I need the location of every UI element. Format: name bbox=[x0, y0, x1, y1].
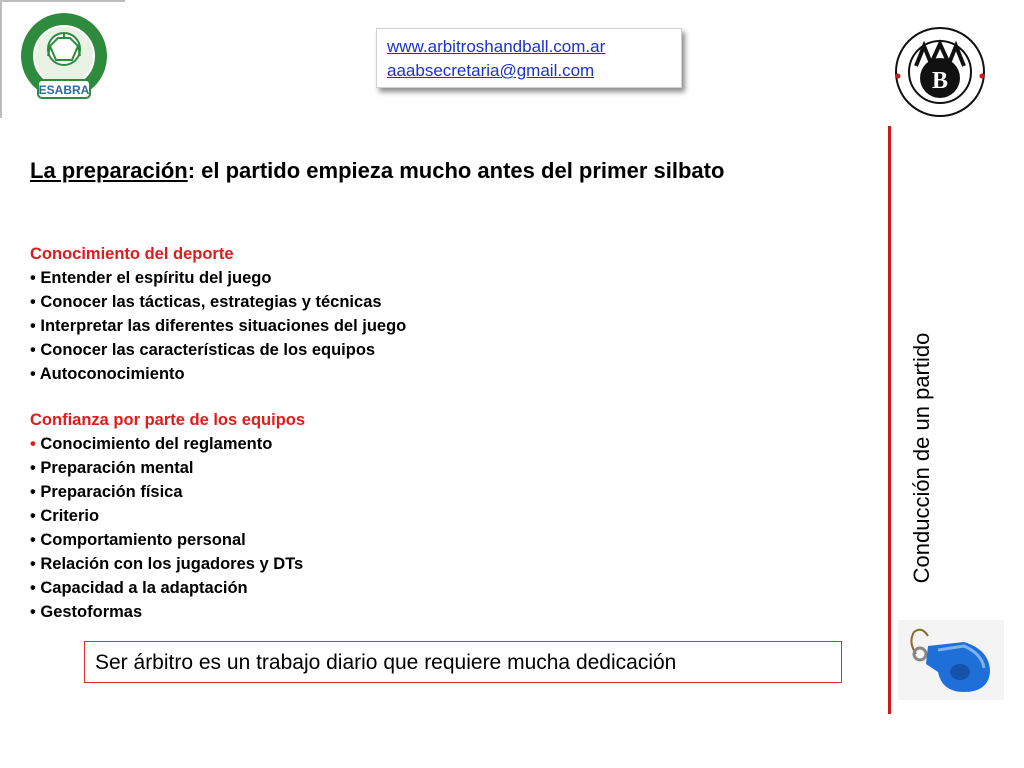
bullet: • bbox=[30, 459, 36, 477]
side-divider bbox=[888, 126, 891, 714]
list-item bbox=[30, 266, 590, 290]
bullet: • bbox=[30, 603, 36, 621]
list-item-text: Gestoformas bbox=[40, 603, 143, 621]
list-item bbox=[30, 480, 590, 504]
quote-text: Ser árbitro es un trabajo diario que requiere mucha dedicación bbox=[95, 651, 677, 674]
list-item-text: Conocimiento del reglamento bbox=[40, 435, 273, 453]
bullet: • bbox=[30, 435, 36, 453]
website-link[interactable]: www.arbitroshandball.com.ar bbox=[387, 37, 606, 56]
bullet: • bbox=[30, 579, 36, 597]
esabra-logo-text: ESABRA bbox=[38, 83, 90, 97]
list-item bbox=[30, 456, 590, 480]
list-item-text: Preparación mental bbox=[40, 459, 194, 477]
esabra-logo bbox=[14, 12, 114, 104]
bullet: • bbox=[30, 341, 36, 359]
heading-underlined: La preparación bbox=[30, 158, 188, 183]
section-confianza bbox=[30, 408, 590, 624]
frame-line-vertical bbox=[0, 0, 2, 118]
bullet: • bbox=[30, 483, 36, 501]
list-item-text: Criterio bbox=[40, 507, 100, 525]
list-item bbox=[30, 576, 590, 600]
bullet: • bbox=[30, 293, 36, 311]
whistle-icon bbox=[898, 620, 1004, 700]
list-item-text: Comportamiento personal bbox=[40, 531, 246, 549]
aaab-logo bbox=[884, 26, 996, 118]
list-item bbox=[30, 600, 590, 624]
heading-rest: : el partido empieza mucho antes del primer silbato bbox=[187, 158, 725, 183]
list-item bbox=[30, 290, 590, 314]
list-item-text: Relación con los jugadores y DTs bbox=[40, 555, 304, 573]
list-item bbox=[30, 314, 590, 338]
list-item-text: Autoconocimiento bbox=[39, 365, 185, 383]
list-item-text: Capacidad a la adaptación bbox=[40, 579, 248, 597]
section-conocimiento bbox=[30, 242, 590, 386]
list-item bbox=[30, 528, 590, 552]
list-item bbox=[30, 504, 590, 528]
list-item bbox=[30, 362, 590, 386]
quote-box bbox=[84, 641, 842, 683]
section-title: Confianza por parte de los equipos bbox=[30, 411, 306, 429]
frame-line-horizontal bbox=[0, 0, 125, 2]
list-item-text: Interpretar las diferentes situaciones del juego bbox=[40, 317, 407, 335]
list-item bbox=[30, 432, 590, 456]
aaab-logo-letter: B bbox=[931, 68, 949, 94]
list-item-text: Conocer las características de los equipos bbox=[40, 341, 376, 359]
bullet: • bbox=[30, 365, 36, 383]
list-item-text: Preparación física bbox=[40, 483, 183, 501]
bullet: • bbox=[30, 269, 36, 287]
list-item bbox=[30, 552, 590, 576]
side-title: Conducción de un partido bbox=[909, 332, 934, 584]
bullet: • bbox=[30, 555, 36, 573]
bullet: • bbox=[30, 507, 36, 525]
links-box bbox=[376, 28, 682, 88]
bullet: • bbox=[30, 317, 36, 335]
section-title: Conocimiento del deporte bbox=[30, 245, 234, 263]
list-item-text: Entender el espíritu del juego bbox=[40, 269, 272, 287]
email-link[interactable]: aaabsecretaria@gmail.com bbox=[387, 61, 595, 80]
list-item bbox=[30, 338, 590, 362]
bullet: • bbox=[30, 531, 36, 549]
list-item-text: Conocer las tácticas, estrategias y técnicas bbox=[40, 293, 382, 311]
slide-heading bbox=[30, 155, 808, 186]
